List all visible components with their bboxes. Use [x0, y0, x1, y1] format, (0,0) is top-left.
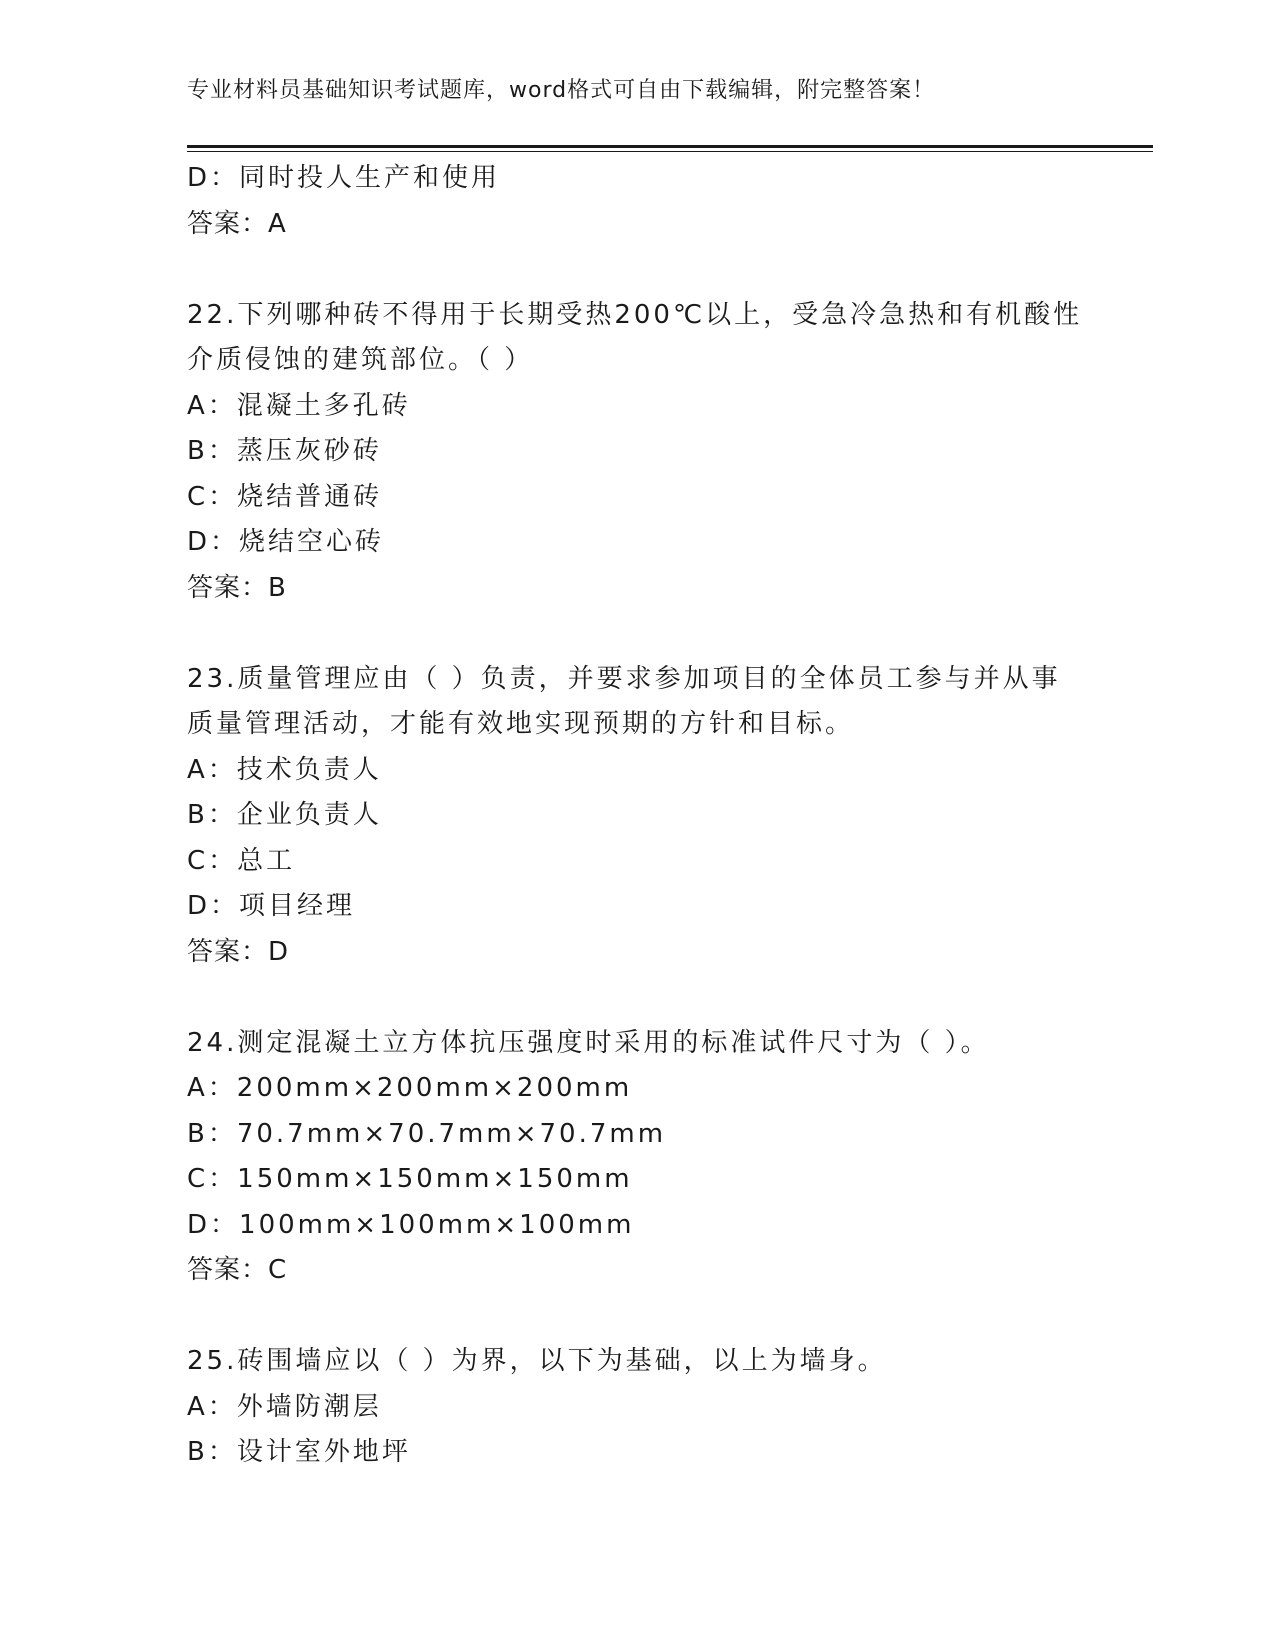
carryover-answer: 答案：A	[187, 208, 287, 239]
question-gap	[187, 611, 1087, 657]
question-25	[187, 1339, 1087, 1476]
carryover-option-d: D：同时投人生产和使用	[187, 163, 501, 193]
answer: 答案：C	[187, 1255, 288, 1285]
option-a: A：外墙防潮层	[187, 1391, 382, 1422]
question-gap	[187, 247, 1087, 293]
question-22	[187, 293, 1087, 612]
question-text-line: 23.质量管理应由（ ）负责，并要求参加项目的全体员工参与并从事	[187, 663, 1061, 694]
answer: 答案：D	[187, 936, 290, 967]
option-b: B：企业负责人	[187, 800, 382, 830]
option-d: D：烧结空心砖	[187, 527, 385, 557]
option-d: D：项目经理	[187, 891, 356, 921]
page-header: 专业材料员基础知识考试题库，word格式可自由下载编辑，附完整答案！	[187, 78, 936, 103]
option-b: B：设计室外地坪	[187, 1437, 411, 1467]
question-23	[187, 657, 1087, 976]
header-rule-thin	[187, 151, 1153, 152]
option-b: B：70.7mm×70.7mm×70.7mm	[187, 1118, 667, 1149]
question-text-line: 质量管理活动，才能有效地实现预期的方针和目标。	[187, 709, 855, 739]
question-content	[187, 156, 1087, 1476]
question-text-line: 25.砖围墙应以（ ）为界，以下为基础，以上为墙身。	[187, 1346, 887, 1376]
question-gap	[187, 1294, 1087, 1340]
option-a: A：混凝土多孔砖	[187, 390, 411, 421]
option-c: C：总工	[187, 845, 296, 876]
option-a: A：技术负责人	[187, 754, 382, 785]
question-gap	[187, 975, 1087, 1021]
question-text-line: 22.下列哪种砖不得用于长期受热200℃以上，受急冷急热和有机酸性	[187, 299, 1083, 330]
header-rule-thick	[187, 145, 1153, 148]
question-text-line: 24.测定混凝土立方体抗压强度时采用的标准试件尺寸为（ ）。	[187, 1027, 990, 1058]
option-c: C：150mm×150mm×150mm	[187, 1164, 633, 1194]
answer: 答案：B	[187, 572, 287, 603]
option-b: B：蒸压灰砂砖	[187, 436, 382, 466]
option-c: C：烧结普通砖	[187, 481, 383, 512]
question-24	[187, 1021, 1087, 1294]
option-d: D：100mm×100mm×100mm	[187, 1209, 635, 1240]
option-a: A：200mm×200mm×200mm	[187, 1073, 633, 1103]
question-text-line: 介质侵蚀的建筑部位。（ ）	[187, 345, 534, 375]
